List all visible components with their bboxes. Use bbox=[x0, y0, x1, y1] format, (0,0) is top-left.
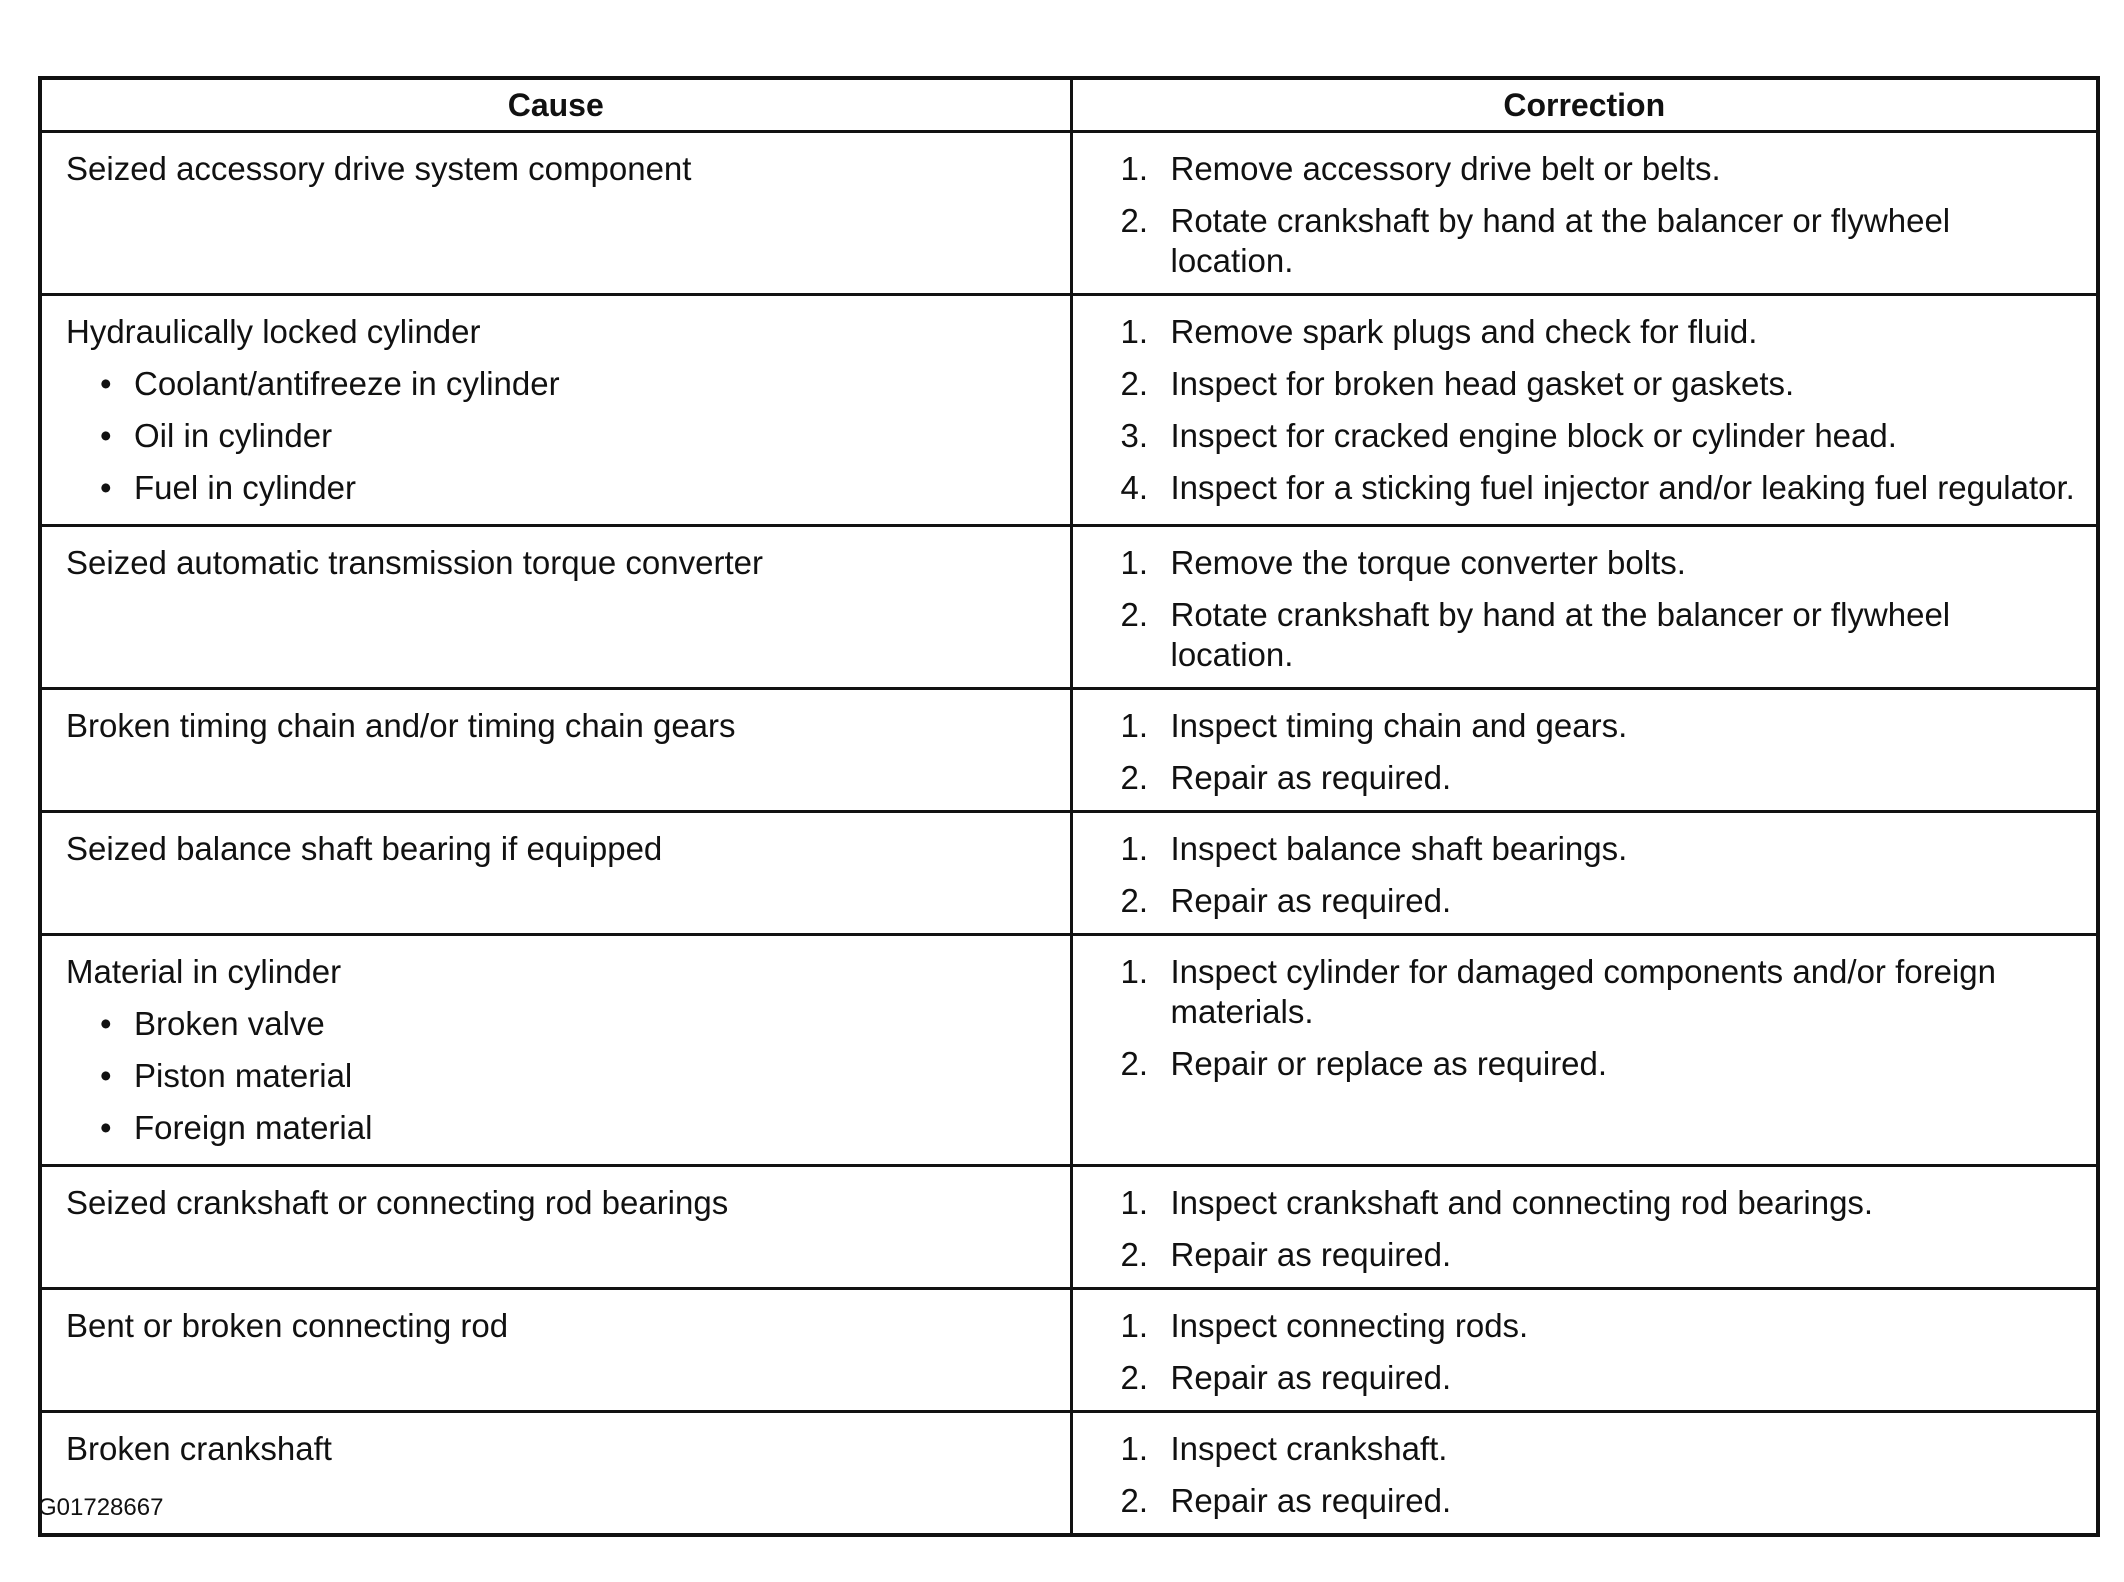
step-text: Inspect connecting rods. bbox=[1170, 1307, 1529, 1344]
correction-step bbox=[1121, 1300, 2083, 1346]
step-number: 2. bbox=[1120, 1236, 1149, 1273]
correction-step-list bbox=[1121, 1300, 2083, 1398]
step-text: Repair as required. bbox=[1170, 1482, 1452, 1519]
step-number: 2. bbox=[1120, 759, 1149, 796]
table-row bbox=[40, 526, 2098, 689]
cause-bullet-item: • Fuel in cylinder bbox=[100, 462, 1054, 514]
cause-cell bbox=[40, 935, 1071, 1166]
step-number: 2. bbox=[1120, 596, 1149, 633]
correction-step bbox=[1121, 881, 2083, 921]
step-text: Rotate crankshaft by hand at the balancer or flywheel location. bbox=[1170, 202, 1951, 279]
correction-step bbox=[1121, 364, 2083, 404]
cause-text: Seized balance shaft bearing if equipped bbox=[66, 830, 663, 867]
correction-step-list bbox=[1121, 537, 2083, 675]
cause-bullet-list bbox=[66, 358, 1054, 514]
step-number: 2. bbox=[1120, 1482, 1149, 1519]
correction-cell bbox=[1071, 526, 2098, 689]
cause-text: Material in cylinder bbox=[66, 953, 342, 990]
table-row bbox=[40, 1412, 2098, 1536]
step-text: Inspect cylinder for damaged components and/or foreign materials. bbox=[1170, 953, 1996, 1030]
step-number: 3. bbox=[1120, 417, 1149, 454]
correction-step bbox=[1121, 823, 2083, 869]
table-row bbox=[40, 689, 2098, 812]
correction-step bbox=[1121, 416, 2083, 456]
correction-step-list bbox=[1121, 823, 2083, 921]
step-text: Inspect for a sticking fuel injector and/or leaking fuel regulator. bbox=[1170, 469, 2075, 506]
step-number: 1. bbox=[1120, 830, 1149, 867]
step-text: Inspect crankshaft. bbox=[1170, 1430, 1448, 1467]
step-text: Repair as required. bbox=[1170, 759, 1452, 796]
step-text: Repair as required. bbox=[1170, 1236, 1452, 1273]
table-row bbox=[40, 132, 2098, 295]
table-row bbox=[40, 295, 2098, 526]
correction-step bbox=[1121, 143, 2083, 189]
step-text: Inspect balance shaft bearings. bbox=[1170, 830, 1628, 867]
step-number: 2. bbox=[1120, 365, 1149, 402]
correction-step bbox=[1121, 468, 2083, 508]
step-text: Inspect crankshaft and connecting rod bearings. bbox=[1170, 1184, 1874, 1221]
cause-text: Hydraulically locked cylinder bbox=[66, 313, 481, 350]
table-row bbox=[40, 812, 2098, 935]
diagnostic-table-container bbox=[38, 76, 2096, 1537]
cause-cell bbox=[40, 1412, 1071, 1536]
step-number: 1. bbox=[1120, 150, 1149, 187]
cause-text: Seized accessory drive system component bbox=[66, 150, 692, 187]
correction-step-list bbox=[1121, 143, 2083, 281]
cause-column-header: Cause bbox=[40, 78, 1071, 132]
correction-step-list bbox=[1121, 946, 2083, 1084]
cause-text: Broken timing chain and/or timing chain gears bbox=[66, 707, 736, 744]
step-text: Repair as required. bbox=[1170, 1359, 1452, 1396]
cause-text: Seized automatic transmission torque converter bbox=[66, 544, 763, 581]
cause-bullet-list bbox=[66, 998, 1054, 1154]
step-number: 2. bbox=[1120, 1045, 1149, 1082]
diagnostic-table bbox=[38, 76, 2100, 1537]
step-number: 4. bbox=[1120, 469, 1149, 506]
step-number: 2. bbox=[1120, 202, 1149, 239]
cause-cell bbox=[40, 295, 1071, 526]
cause-bullet-item: • Piston material bbox=[100, 1050, 1054, 1102]
cause-text: Seized crankshaft or connecting rod bearings bbox=[66, 1184, 729, 1221]
correction-step bbox=[1121, 537, 2083, 583]
correction-cell bbox=[1071, 689, 2098, 812]
step-text: Remove accessory drive belt or belts. bbox=[1170, 150, 1721, 187]
step-number: 1. bbox=[1120, 1307, 1149, 1344]
cause-text: Bent or broken connecting rod bbox=[66, 1307, 509, 1344]
cause-cell bbox=[40, 526, 1071, 689]
correction-cell bbox=[1071, 295, 2098, 526]
step-text: Remove the torque converter bolts. bbox=[1170, 544, 1686, 581]
correction-step-list bbox=[1121, 1177, 2083, 1275]
correction-cell bbox=[1071, 1289, 2098, 1412]
table-row bbox=[40, 1289, 2098, 1412]
step-text: Inspect for broken head gasket or gaskets. bbox=[1170, 365, 1795, 402]
step-text: Repair as required. bbox=[1170, 882, 1452, 919]
figure-id: G01728667 bbox=[38, 1494, 164, 1521]
cause-bullet-item: • Broken valve bbox=[100, 998, 1054, 1050]
correction-step bbox=[1121, 946, 2083, 1032]
step-number: 1. bbox=[1120, 707, 1149, 744]
cause-cell bbox=[40, 689, 1071, 812]
correction-cell bbox=[1071, 1412, 2098, 1536]
cause-cell bbox=[40, 812, 1071, 935]
step-number: 1. bbox=[1120, 1430, 1149, 1467]
correction-step bbox=[1121, 201, 2083, 281]
step-text: Rotate crankshaft by hand at the balancer or flywheel location. bbox=[1170, 596, 1951, 673]
correction-step bbox=[1121, 306, 2083, 352]
cause-cell bbox=[40, 132, 1071, 295]
step-number: 1. bbox=[1120, 313, 1149, 350]
correction-step bbox=[1121, 1358, 2083, 1398]
correction-step-list bbox=[1121, 1423, 2083, 1521]
correction-cell bbox=[1071, 1166, 2098, 1289]
correction-step-list bbox=[1121, 306, 2083, 508]
correction-cell bbox=[1071, 812, 2098, 935]
correction-column-header: Correction bbox=[1071, 78, 2098, 132]
correction-step bbox=[1121, 758, 2083, 798]
table-row bbox=[40, 1166, 2098, 1289]
correction-step bbox=[1121, 1177, 2083, 1223]
correction-cell bbox=[1071, 935, 2098, 1166]
step-number: 1. bbox=[1120, 953, 1149, 990]
step-text: Inspect for cracked engine block or cylinder head. bbox=[1170, 417, 1897, 454]
cause-bullet-item: • Coolant/antifreeze in cylinder bbox=[100, 358, 1054, 410]
table-body bbox=[40, 132, 2098, 1536]
correction-step bbox=[1121, 1235, 2083, 1275]
correction-step bbox=[1121, 1423, 2083, 1469]
correction-step-list bbox=[1121, 700, 2083, 798]
cause-bullet-item: • Oil in cylinder bbox=[100, 410, 1054, 462]
cause-cell bbox=[40, 1289, 1071, 1412]
table-header-row bbox=[40, 78, 2098, 132]
step-text: Inspect timing chain and gears. bbox=[1170, 707, 1628, 744]
step-number: 1. bbox=[1120, 544, 1149, 581]
step-text: Remove spark plugs and check for fluid. bbox=[1170, 313, 1758, 350]
correction-step bbox=[1121, 700, 2083, 746]
table-row bbox=[40, 935, 2098, 1166]
correction-step bbox=[1121, 1044, 2083, 1084]
cause-bullet-item: • Foreign material bbox=[100, 1102, 1054, 1154]
correction-cell bbox=[1071, 132, 2098, 295]
correction-step bbox=[1121, 595, 2083, 675]
step-number: 2. bbox=[1120, 882, 1149, 919]
cause-cell bbox=[40, 1166, 1071, 1289]
cause-text: Broken crankshaft bbox=[66, 1430, 332, 1467]
correction-step bbox=[1121, 1481, 2083, 1521]
step-text: Repair or replace as required. bbox=[1170, 1045, 1608, 1082]
step-number: 1. bbox=[1120, 1184, 1149, 1221]
step-number: 2. bbox=[1120, 1359, 1149, 1396]
